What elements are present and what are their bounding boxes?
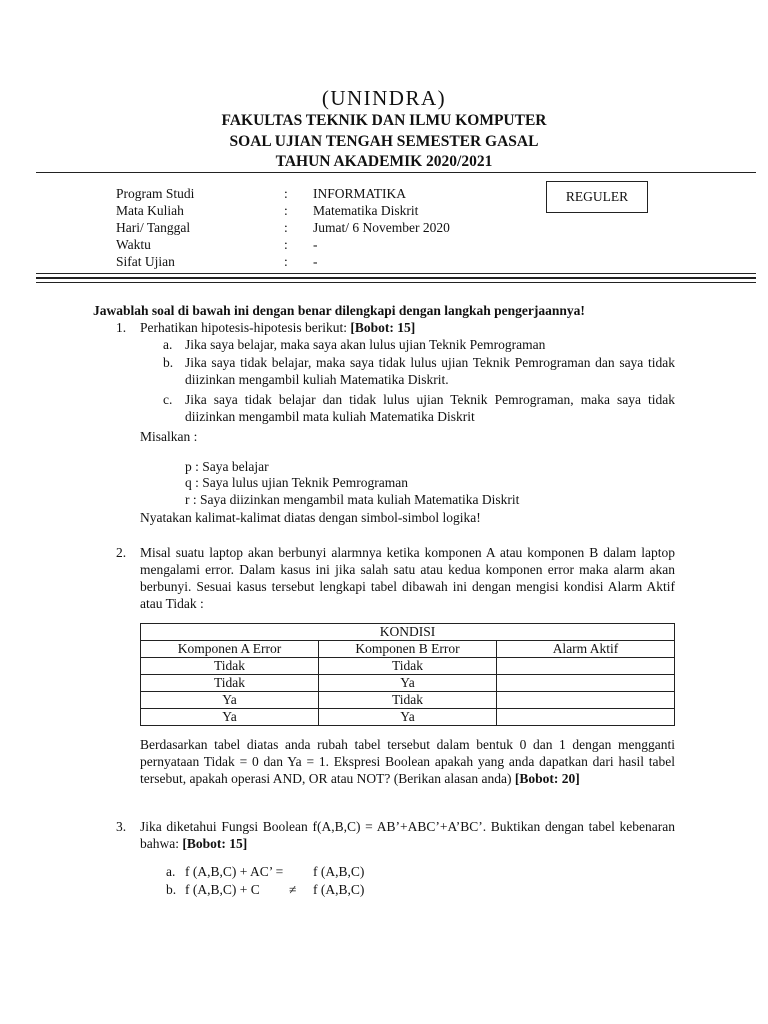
info-label: Mata Kuliah <box>116 203 184 218</box>
q1-bobot: [Bobot: 15] <box>350 320 416 335</box>
info-label: Sifat Ujian <box>116 254 175 269</box>
q2-after-text <box>140 736 675 787</box>
table-cell: Ya <box>141 692 319 709</box>
info-value: Matematika Diskrit <box>313 203 419 218</box>
q2-number: 2. <box>116 545 127 560</box>
q3-item-b-mark: b. <box>166 882 177 897</box>
info-label: Program Studi <box>116 186 195 201</box>
q1-var-q: q : Saya lulus ujian Teknik Pemrograman <box>185 475 409 490</box>
table-cell-empty <box>497 675 675 692</box>
table-row <box>141 658 675 675</box>
not-equal-symbol: ≠ <box>289 882 297 897</box>
q3-bobot: [Bobot: 15] <box>182 836 248 851</box>
table-cell: Ya <box>319 709 497 726</box>
info-value: - <box>313 237 318 252</box>
q1-text-body: Perhatikan hipotesis-hipotesis berikut: <box>140 320 347 335</box>
q1-item-c-mark: c. <box>163 392 173 407</box>
info-row-hari-tanggal <box>0 219 768 236</box>
table-row <box>141 692 675 709</box>
q2-after-body: Berdasarkan tabel diatas anda rubah tabel tersebut dalam bentuk 0 dan 1 dengan mengganti pernyataan Tidak = 0 dan Ya = 1. Ekspresi Boolean apakah yang anda dapatkan dari hasil tabel tersebut, apakah operasi AND, OR atau NOT? (Berikan alasan anda) <box>140 737 675 786</box>
info-colon: : <box>284 220 288 235</box>
q1-item-a: Jika saya belajar, maka saya akan lulus ujian Teknik Pemrograman <box>185 337 546 352</box>
info-colon: : <box>284 186 288 201</box>
table-cell-empty <box>497 692 675 709</box>
table-cell: Tidak <box>319 692 497 709</box>
table-header-cell: Alarm Aktif <box>497 641 675 658</box>
table-cell: Tidak <box>319 658 497 675</box>
q3-item-a-lhs: f (A,B,C) + AC’ = <box>185 864 284 879</box>
q3-item-b-lhs: f (A,B,C) + C <box>185 882 260 897</box>
table-title-row <box>141 624 675 641</box>
info-divider-1 <box>36 273 756 274</box>
info-value: Jumat/ 6 November 2020 <box>313 220 450 235</box>
kondisi-table <box>140 623 675 726</box>
info-divider-2 <box>36 277 756 279</box>
table-row <box>141 709 675 726</box>
q2-text: Misal suatu laptop akan berbunyi alarmnya ketika komponen A atau komponen B dalam laptop mengalami error. Dalam kasus ini jika salah satu atau kedua komponen error maka alarm akan berbunyi. Sesuai kasus tersebut lengkapi tabel dibawah ini dengan mengisi kondisi Alarm Aktif atau Tidak : <box>140 545 675 611</box>
info-row-waktu <box>0 236 768 253</box>
table-cell-empty <box>497 709 675 726</box>
q1-item-b: Jika saya tidak belajar, maka saya tidak lulus ujian Teknik Pemrograman dan saya tidak diizinkan mengambil kuliah Matematika Diskrit. <box>185 355 675 387</box>
q3-item-b-rhs: f (A,B,C) <box>313 882 365 897</box>
exam-title: SOAL UJIAN TENGAH SEMESTER GASAL <box>229 133 539 150</box>
q1-var-p: p : Saya belajar <box>185 459 269 474</box>
q1-number: 1. <box>116 320 127 335</box>
info-row-program-studi <box>0 185 768 202</box>
info-label: Waktu <box>116 237 151 252</box>
university-title: (UNINDRA) <box>321 86 447 110</box>
table-cell: Ya <box>319 675 497 692</box>
q3-text-body: Jika diketahui Fungsi Boolean f(A,B,C) = AB’+ABC’+A’BC’. Buktikan dengan tabel kebenaran bahwa: <box>140 819 675 851</box>
info-value: INFORMATIKA <box>313 186 407 201</box>
header-divider <box>36 172 756 173</box>
table-title: KONDISI <box>141 624 675 641</box>
q1-item-a-mark: a. <box>163 337 173 352</box>
table-cell: Tidak <box>141 658 319 675</box>
q1-item-c: Jika saya tidak belajar dan tidak lulus ujian Teknik Pemrograman, maka saya tidak diizinkan mengambil mata kuliah Matematika Diskrit <box>185 392 675 424</box>
info-row-sifat-ujian <box>0 253 768 270</box>
table-row <box>141 675 675 692</box>
table-cell: Ya <box>141 709 319 726</box>
academic-year: TAHUN AKADEMIK 2020/2021 <box>275 153 493 170</box>
q1-closing: Nyatakan kalimat-kalimat diatas dengan simbol-simbol logika! <box>140 510 481 525</box>
q1-misalkan: Misalkan : <box>140 429 198 444</box>
table-cell: Tidak <box>141 675 319 692</box>
q3-number: 3. <box>116 819 127 834</box>
q3-item-a-mark: a. <box>166 864 176 879</box>
info-colon: : <box>284 254 288 269</box>
info-row-mata-kuliah <box>0 202 768 219</box>
table-header-row <box>141 641 675 658</box>
q3-text <box>140 818 675 852</box>
info-label: Hari/ Tanggal <box>116 220 191 235</box>
q2-bobot: [Bobot: 20] <box>514 771 580 786</box>
q1-var-r: r : Saya diizinkan mengambil mata kuliah Matematika Diskrit <box>185 492 520 507</box>
q1-text <box>140 319 675 336</box>
table-header-cell: Komponen A Error <box>141 641 319 658</box>
info-value: - <box>313 254 318 269</box>
info-divider-3 <box>36 282 756 283</box>
table-cell-empty <box>497 658 675 675</box>
table-header-cell: Komponen B Error <box>319 641 497 658</box>
info-colon: : <box>284 203 288 218</box>
faculty-title: FAKULTAS TEKNIK DAN ILMU KOMPUTER <box>221 112 547 129</box>
class-type-box: REGULER <box>546 181 648 213</box>
q3-item-a-rhs: f (A,B,C) <box>313 864 365 879</box>
q1-item-b-mark: b. <box>163 355 174 370</box>
info-colon: : <box>284 237 288 252</box>
instruction: Jawablah soal di bawah ini dengan benar dilengkapi dengan langkah pengerjaannya! <box>93 303 585 318</box>
